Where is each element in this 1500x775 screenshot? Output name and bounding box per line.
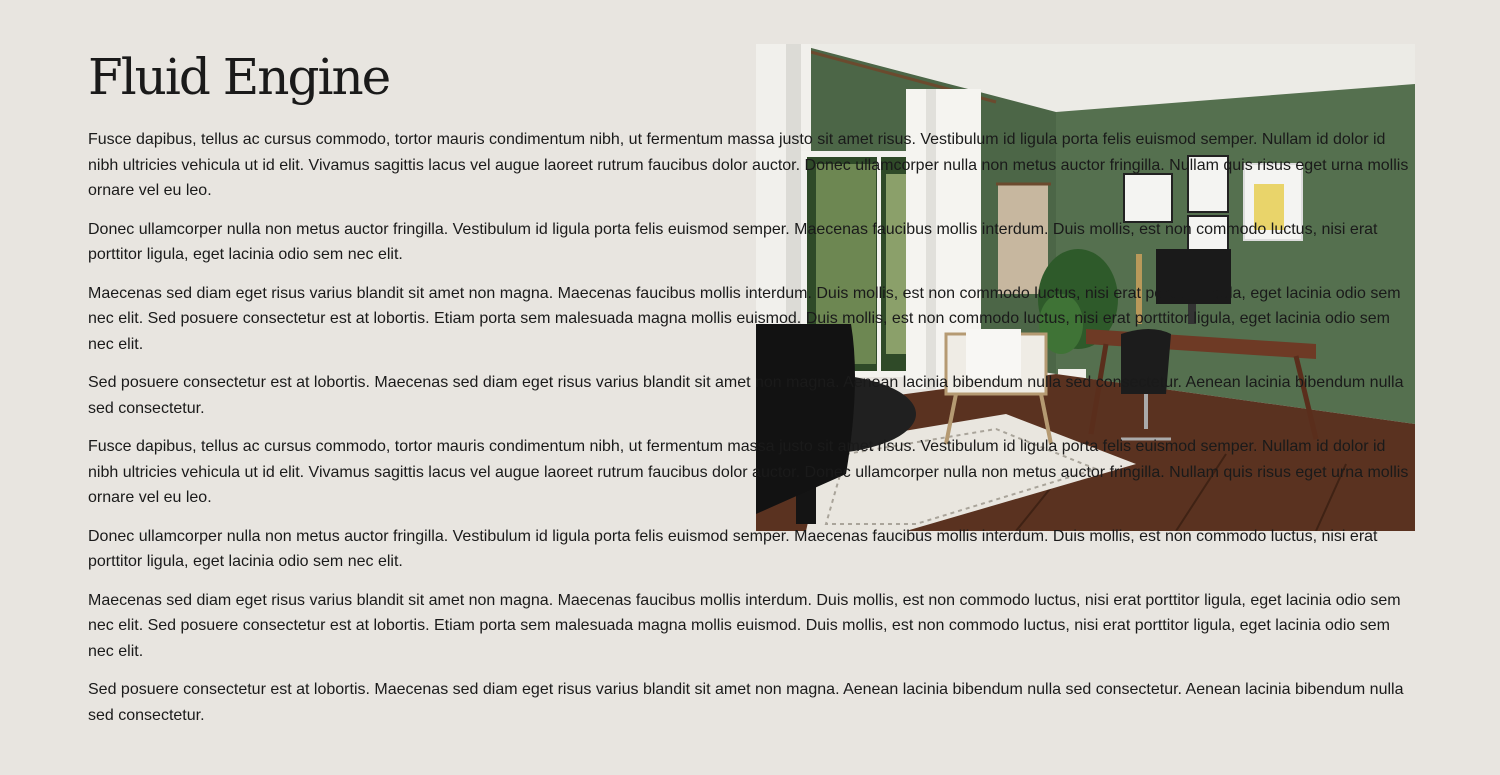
paragraph: Sed posuere consectetur est at lobortis. Maecenas sed diam eget risus varius blandit sit amet non magna. Aenean lacinia bibendum nulla sed consectetur. Aenean lacinia bibendum nulla sed consectetur. <box>88 681 1404 724</box>
paragraph: Donec ullamcorper nulla non metus auctor fringilla. Vestibulum id ligula porta felis euismod semper. Maecenas faucibus mollis interdum. Duis mollis, est non commodo luctus, nisi erat porttitor ligula, eget lacinia odio sem nec elit. <box>88 527 1378 570</box>
paragraph: Fusce dapibus, tellus ac cursus commodo, tortor mauris condimentum nibh, ut fermentum massa justo sit amet risus. Vestibulum id ligula porta felis euismod semper. Nullam id dolor id nibh ultricies vehicula ut id elit. Vivamus sagittis lacus vel augue laoreet rutrum faucibus dolor auctor. Donec ullamcorper nulla non metus auctor fringilla. Nullam quis risus eget urna mollis ornare vel eu leo. <box>88 438 1409 506</box>
paragraph: Maecenas sed diam eget risus varius blandit sit amet non magna. Maecenas faucibus mollis interdum. Duis mollis, est non commodo luctus, nisi erat porttitor ligula, eget lacinia odio sem nec elit. Sed posuere consectetur est at lobortis. Etiam porta sem malesuada magna mollis euismod. Duis mollis, est non commodo luctus, nisi erat porttitor ligula, eget lacinia odio sem nec elit. <box>88 284 1401 353</box>
paragraph: Sed posuere consectetur est at lobortis. Maecenas sed diam eget risus varius blandit sit amet non magna. Aenean lacinia bibendum nulla sed consectetur. Aenean lacinia bibendum nulla sed consectetur. <box>88 374 1404 417</box>
paragraph: Maecenas sed diam eget risus varius blandit sit amet non magna. Maecenas faucibus mollis interdum. Duis mollis, est non commodo luctus, nisi erat porttitor ligula, eget lacinia odio sem nec elit. Sed posuere consectetur est at lobortis. Etiam porta sem malesuada magna mollis euismod. Duis mollis, est non commodo luctus, nisi erat porttitor ligula, eget lacinia odio sem nec elit. <box>88 591 1401 660</box>
paragraph: Fusce dapibus, tellus ac cursus commodo, tortor mauris condimentum nibh, ut fermentum massa justo sit amet risus. Vestibulum id ligula porta felis euismod semper. Nullam id dolor id nibh ultricies vehicula ut id elit. Vivamus sagittis lacus vel augue laoreet rutrum faucibus dolor auctor. Donec ullamcorper nulla non metus auctor fringilla. Nullam quis risus eget urna mollis ornare vel eu leo. <box>88 131 1409 199</box>
paragraph: Donec ullamcorper nulla non metus auctor fringilla. Vestibulum id ligula porta felis euismod semper. Maecenas faucibus mollis interdum. Duis mollis, est non commodo luctus, nisi erat porttitor ligula, eget lacinia odio sem nec elit. <box>88 220 1378 263</box>
body-content <box>88 127 1416 741</box>
page-title: Fluid Engine <box>88 48 390 106</box>
